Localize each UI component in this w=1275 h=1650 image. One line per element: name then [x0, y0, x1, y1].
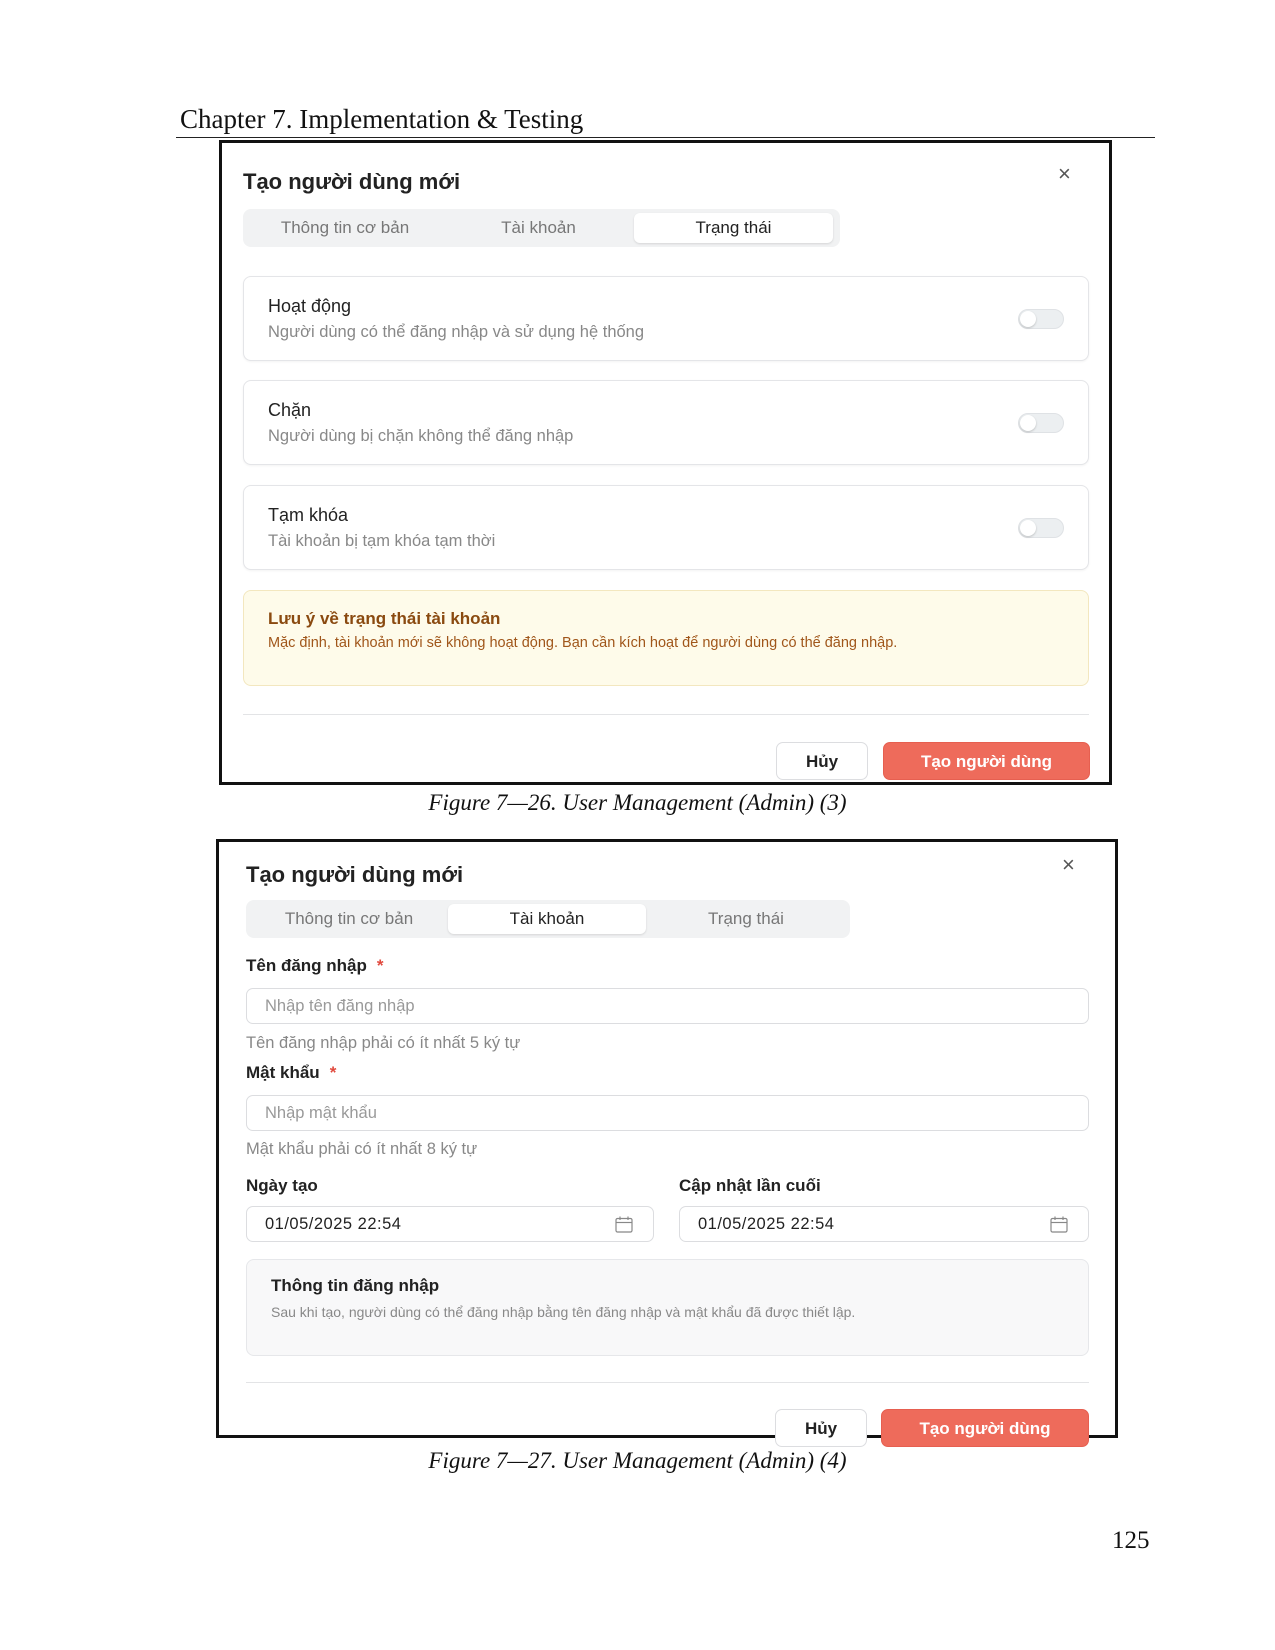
required-mark: *	[376, 956, 384, 975]
status-option-title: Tạm khóa	[268, 505, 349, 525]
tab-account[interactable]: Tài khoản	[501, 218, 576, 237]
header-rule	[176, 137, 1155, 138]
dialog-tabs	[243, 209, 840, 247]
create-user-button[interactable]: Tạo người dùng	[883, 742, 1090, 780]
status-option-description: Người dùng có thể đăng nhập và sử dụng hệ thống	[268, 323, 645, 341]
close-icon[interactable]: ×	[1058, 161, 1071, 186]
tab-account[interactable]: Tài khoản	[448, 904, 646, 934]
page-number: 125	[1112, 1527, 1150, 1554]
status-option-active	[243, 276, 1089, 361]
updated-date-label: Cập nhật lần cuối	[679, 1176, 821, 1195]
tab-status[interactable]: Trạng thái	[708, 909, 784, 928]
username-label-text: Tên đăng nhập	[246, 956, 367, 975]
status-option-suspended	[243, 485, 1089, 570]
figure-user-management-account	[216, 839, 1118, 1438]
dialog-title: Tạo người dùng mới	[243, 169, 461, 194]
create-user-button[interactable]: Tạo người dùng	[881, 1409, 1089, 1447]
status-option-description: Người dùng bị chặn không thể đăng nhập	[268, 427, 574, 445]
toggle-blocked[interactable]	[1018, 413, 1064, 433]
figure-user-management-status	[219, 140, 1112, 785]
calendar-icon[interactable]	[1050, 1216, 1068, 1233]
password-hint: Mật khẩu phải có ít nhất 8 ký tự	[246, 1140, 478, 1158]
status-option-title: Chặn	[268, 400, 312, 420]
cancel-button[interactable]: Hủy	[775, 1409, 867, 1447]
username-input[interactable]	[246, 988, 1089, 1024]
tab-status[interactable]: Trạng thái	[634, 213, 833, 243]
calendar-icon[interactable]	[615, 1216, 633, 1233]
login-info-box	[246, 1259, 1089, 1356]
toggle-knob	[1020, 415, 1036, 431]
created-date-label: Ngày tạo	[246, 1176, 318, 1195]
notice-text: Mặc định, tài khoản mới sẽ không hoạt động. Bạn cần kích hoạt để người dùng có thể đăng nhập.	[268, 635, 898, 651]
toggle-active[interactable]	[1018, 309, 1064, 329]
dialog-tabs	[246, 900, 850, 938]
username-label	[246, 956, 384, 976]
status-notice	[243, 590, 1089, 686]
chapter-header: Chapter 7. Implementation & Testing	[180, 104, 584, 134]
toggle-knob	[1020, 520, 1036, 536]
cancel-button[interactable]: Hủy	[776, 742, 868, 780]
login-info-title: Thông tin đăng nhập	[271, 1276, 440, 1295]
toggle-suspended[interactable]	[1018, 518, 1064, 538]
required-mark: *	[329, 1063, 337, 1082]
password-label	[246, 1063, 336, 1083]
status-option-blocked	[243, 380, 1089, 465]
updated-date-value: 01/05/2025 22:54	[698, 1215, 835, 1233]
username-hint: Tên đăng nhập phải có ít nhất 5 ký tự	[246, 1034, 521, 1052]
footer-divider	[243, 714, 1089, 715]
password-input[interactable]	[246, 1095, 1089, 1131]
created-date-picker[interactable]	[246, 1206, 654, 1242]
notice-title: Lưu ý về trạng thái tài khoản	[268, 609, 501, 628]
footer-divider	[246, 1382, 1089, 1383]
tab-basic-info[interactable]: Thông tin cơ bản	[280, 218, 410, 237]
dialog-title: Tạo người dùng mới	[246, 862, 464, 887]
status-option-description: Tài khoản bị tạm khóa tạm thời	[268, 532, 496, 550]
updated-date-picker[interactable]	[679, 1206, 1089, 1242]
figure-caption: Figure 7—27. User Management (Admin) (4)	[428, 1448, 847, 1473]
tab-basic-info[interactable]: Thông tin cơ bản	[284, 909, 414, 928]
figure-caption: Figure 7—26. User Management (Admin) (3)	[428, 790, 847, 815]
status-option-title: Hoạt động	[268, 296, 352, 316]
toggle-knob	[1020, 311, 1036, 327]
login-info-text: Sau khi tạo, người dùng có thể đăng nhập bằng tên đăng nhập và mật khẩu đã được thiết lập.	[271, 1304, 856, 1320]
close-icon[interactable]: ×	[1062, 852, 1075, 877]
password-label-text: Mật khẩu	[246, 1063, 320, 1082]
created-date-value: 01/05/2025 22:54	[265, 1215, 402, 1233]
